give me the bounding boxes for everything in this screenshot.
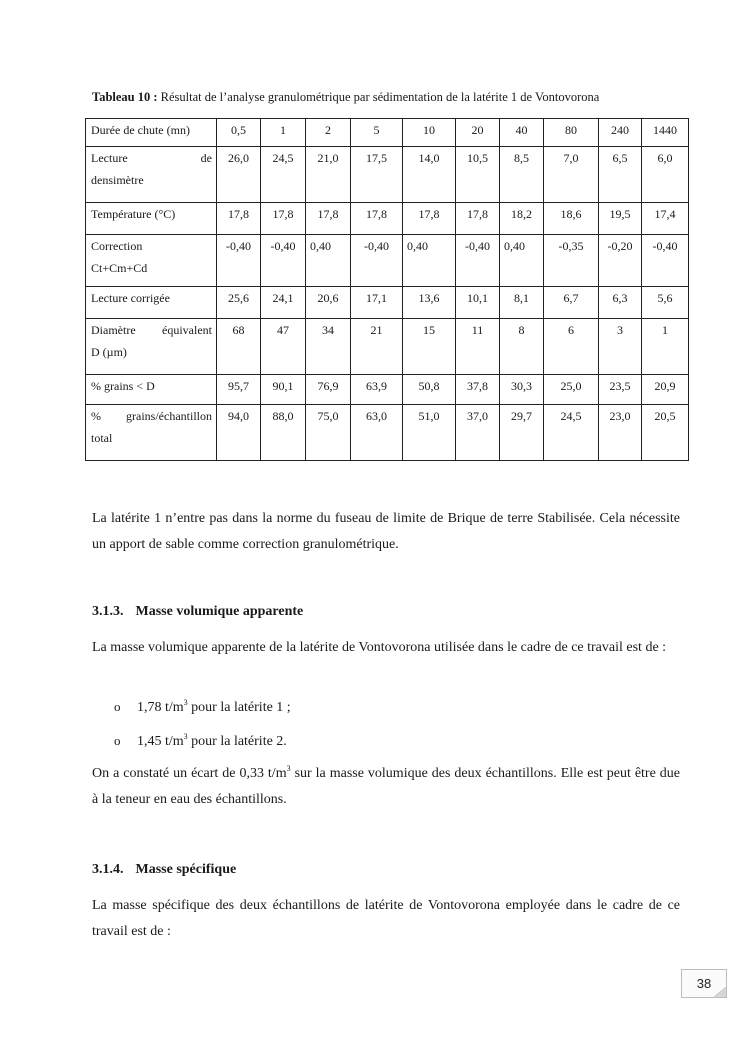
table-cell: 18,2 — [500, 203, 544, 235]
bullet-sup: 3 — [183, 732, 188, 741]
table-cell: 6,7 — [544, 287, 599, 319]
bullet-item — [114, 728, 287, 755]
table-cell: 21,0 — [306, 147, 351, 203]
table-cell: 17,8 — [403, 203, 456, 235]
caption-text: Résultat de l’analyse granulométrique par sédimentation de la latérite 1 de Vontovorona — [157, 90, 600, 104]
table-cell: 51,0 — [403, 405, 456, 461]
table-cell: 17,8 — [306, 203, 351, 235]
table-cell: 10,5 — [456, 147, 500, 203]
table-row — [86, 375, 689, 405]
bullet-text: 1,45 t/m — [137, 734, 184, 749]
table-row — [86, 147, 689, 203]
row-label — [86, 319, 217, 375]
table-cell: 5 — [351, 119, 403, 147]
table-cell: 6 — [544, 319, 599, 375]
table-cell: 1440 — [642, 119, 689, 147]
table-row — [86, 119, 689, 147]
table-cell: 18,6 — [544, 203, 599, 235]
bullet-mark: o — [114, 733, 121, 748]
table-row — [86, 319, 689, 375]
table-cell: 1 — [261, 119, 306, 147]
page-number — [681, 969, 727, 998]
section-number: 3.1.4. — [92, 862, 124, 877]
table-cell: 17,5 — [351, 147, 403, 203]
caption-label: Tableau 10 : — [92, 90, 158, 104]
table-cell: 23,5 — [599, 375, 642, 405]
row-label-part: Lecture — [91, 151, 128, 165]
table-cell: 24,5 — [544, 405, 599, 461]
row-label-line: Correction — [91, 239, 143, 253]
table-cell: -0,40 — [217, 235, 261, 287]
table-cell: 8,1 — [500, 287, 544, 319]
table-cell: -0,40 — [456, 235, 500, 287]
row-label-line: Diamètre équivalent — [91, 323, 212, 337]
table-cell: 75,0 — [306, 405, 351, 461]
section-title: Masse spécifique — [135, 862, 237, 877]
row-label-line: Ct+Cm+Cd — [91, 261, 148, 275]
table-cell: -0,40 — [351, 235, 403, 287]
table-row — [86, 405, 689, 461]
table-row — [86, 287, 689, 319]
row-label — [86, 235, 217, 287]
table-cell: 68 — [217, 319, 261, 375]
table-cell: -0,35 — [544, 235, 599, 287]
table-cell: 6,3 — [599, 287, 642, 319]
section-title: Masse volumique apparente — [135, 604, 304, 619]
section-heading-3-1-4 — [92, 862, 236, 878]
table-cell: 240 — [599, 119, 642, 147]
table-cell: 3 — [599, 319, 642, 375]
table-cell: 17,1 — [351, 287, 403, 319]
row-label-line — [91, 147, 212, 169]
table-cell: 20,9 — [642, 375, 689, 405]
table-cell: -0,40 — [261, 235, 306, 287]
table-cell: 6,5 — [599, 147, 642, 203]
table-cell: 20 — [456, 119, 500, 147]
page-curl-icon — [714, 987, 726, 997]
table-cell: 63,0 — [351, 405, 403, 461]
table-cell: 17,4 — [642, 203, 689, 235]
table-cell: 30,3 — [500, 375, 544, 405]
table-cell: 20,5 — [642, 405, 689, 461]
granulometry-table — [85, 118, 689, 461]
page-number-text: 38 — [696, 976, 712, 991]
section-heading-3-1-3 — [92, 604, 303, 620]
table-cell: 6,0 — [642, 147, 689, 203]
table-cell: 25,0 — [544, 375, 599, 405]
table-cell: 47 — [261, 319, 306, 375]
table-cell: 25,6 — [217, 287, 261, 319]
paragraph-2: La masse volumique apparente de la latérite de Vontovorona utilisée dans le cadre de ce travail est de : — [92, 640, 667, 655]
table-cell: 10,1 — [456, 287, 500, 319]
table-cell: 8,5 — [500, 147, 544, 203]
table-cell: 0,40 — [500, 235, 544, 287]
table-cell: 10 — [403, 119, 456, 147]
table-cell: 8 — [500, 319, 544, 375]
bullet-sup: 3 — [183, 698, 188, 707]
section-number: 3.1.3. — [92, 604, 124, 619]
paragraph-4: La masse spécifique des deux échantillons de latérite de Vontovorona employée dans le cadre de ce travail est de : — [92, 898, 680, 939]
table-cell: 20,6 — [306, 287, 351, 319]
paragraph-3 — [92, 761, 680, 813]
row-label-line: total — [91, 431, 113, 445]
table-cell: 15 — [403, 319, 456, 375]
p3-text: On a constaté un écart de 0,33 t/m — [92, 766, 287, 781]
table-cell: 29,7 — [500, 405, 544, 461]
bullet-text-end: pour la latérite 2. — [187, 734, 287, 749]
table-row — [86, 203, 689, 235]
row-label: Durée de chute (mn) — [86, 119, 217, 147]
table-caption — [92, 90, 692, 105]
table-cell: 0,40 — [403, 235, 456, 287]
bullet-text-end: pour la latérite 1 ; — [187, 700, 291, 715]
bullet-mark: o — [114, 699, 121, 714]
table-cell: 90,1 — [261, 375, 306, 405]
table-cell: 24,1 — [261, 287, 306, 319]
table-cell: 88,0 — [261, 405, 306, 461]
row-label-part: de — [200, 151, 212, 165]
bullet-item — [114, 694, 291, 721]
p3-sup: 3 — [286, 764, 291, 773]
table-cell: 5,6 — [642, 287, 689, 319]
table-cell: -0,40 — [642, 235, 689, 287]
bullet-text: 1,78 t/m — [137, 700, 184, 715]
table-cell: 14,0 — [403, 147, 456, 203]
table-cell: 13,6 — [403, 287, 456, 319]
table-cell: 50,8 — [403, 375, 456, 405]
table-cell: 21 — [351, 319, 403, 375]
table-cell: 11 — [456, 319, 500, 375]
table-cell: 0,5 — [217, 119, 261, 147]
table-cell: 19,5 — [599, 203, 642, 235]
table-cell: 17,8 — [351, 203, 403, 235]
table-cell: 34 — [306, 319, 351, 375]
row-label: Lecture corrigée — [86, 287, 217, 319]
table-cell: 94,0 — [217, 405, 261, 461]
row-label: Température (°C) — [86, 203, 217, 235]
row-label — [86, 405, 217, 461]
row-label — [86, 147, 217, 203]
row-label: % grains < D — [86, 375, 217, 405]
table-cell: 80 — [544, 119, 599, 147]
p3-text-end: sur la masse volumique des deux échantillons. Elle est peut être due à la teneur en eau des échantillons. — [92, 766, 680, 807]
row-label-line: % grains/échantillon — [91, 409, 212, 423]
table-cell: 1 — [642, 319, 689, 375]
table-cell: 17,8 — [217, 203, 261, 235]
table-cell: 24,5 — [261, 147, 306, 203]
table-cell: 63,9 — [351, 375, 403, 405]
table-row — [86, 235, 689, 287]
table-cell: 26,0 — [217, 147, 261, 203]
table-cell: 37,8 — [456, 375, 500, 405]
table-cell: 17,8 — [456, 203, 500, 235]
table-cell: 40 — [500, 119, 544, 147]
table-cell: -0,20 — [599, 235, 642, 287]
row-label-line: densimètre — [91, 173, 144, 187]
table-cell: 23,0 — [599, 405, 642, 461]
table-cell: 76,9 — [306, 375, 351, 405]
table-cell: 2 — [306, 119, 351, 147]
row-label-line: D (µm) — [91, 345, 127, 359]
paragraph-1: La latérite 1 n’entre pas dans la norme du fuseau de limite de Brique de terre Stabilisée. Cela nécessite un apport de sable comme correction granulométrique. — [92, 511, 680, 552]
table-cell: 0,40 — [306, 235, 351, 287]
table-cell: 37,0 — [456, 405, 500, 461]
table-cell: 7,0 — [544, 147, 599, 203]
table-cell: 17,8 — [261, 203, 306, 235]
table-cell: 95,7 — [217, 375, 261, 405]
